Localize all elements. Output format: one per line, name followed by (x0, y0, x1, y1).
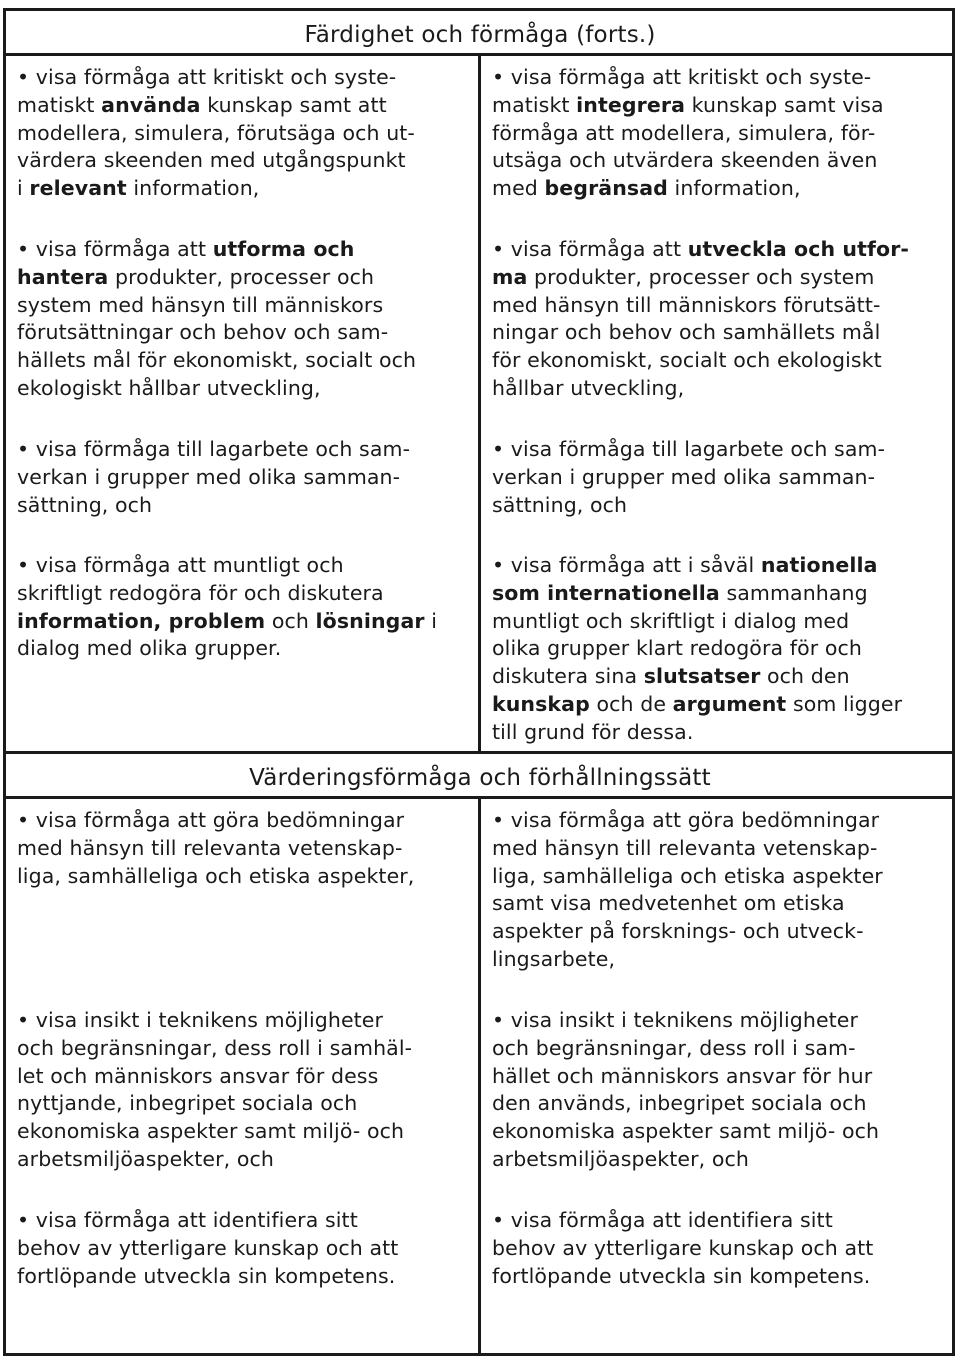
emphasis-text: utforma och hantera (17, 237, 355, 289)
list-item: • visa insikt i teknikens möjligheter och begränsningar, dess roll i samhäl- let och människors ansvar för dess nyttjande, inbegripet sociala och ekonomiska aspekter samt miljö- och arbetsmiljöaspekter, och (17, 1008, 413, 1171)
emphasis-text: nationella som internationella (492, 553, 878, 605)
list-item: • visa förmåga att muntligt och skriftligt redogöra för och diskutera information, problem och lösningar i dialog med olika grupper. (17, 553, 438, 661)
list-item: • visa förmåga att i såväl nationella som internationella sammanhang muntligt och skriftligt i dialog med olika grupper klart redogöra för och diskutera sina slutsatser och den kunskap och de argument som ligger till grund för dessa. (492, 553, 903, 744)
section-heading-vardering: Värderingsförmåga och förhållningssätt (249, 765, 711, 791)
emphasis-text: begränsad (544, 176, 668, 201)
emphasis-text: använda (101, 92, 201, 117)
emphasis-text: kunskap (492, 691, 590, 716)
list-item: • visa insikt i teknikens möjligheter och begränsningar, dess roll i sam- hället och människors ansvar för hur den används, inbegripet sociala och ekonomiska aspekter samt miljö- och arbetsmiljöaspekter, och (492, 1008, 880, 1171)
emphasis-text: information, problem (17, 608, 266, 633)
list-item: • visa förmåga att identifiera sitt behov av ytterligare kunskap och att fortlöpande utveckla sin kompetens. (17, 1208, 399, 1288)
list-item: • visa förmåga till lagarbete och sam- verkan i grupper med olika samman- sättning, och (17, 437, 411, 517)
emphasis-text: lösningar (315, 608, 425, 633)
list-item: • visa förmåga att göra bedömningar med hänsyn till relevanta vetenskap- liga, samhälleliga och etiska aspekter, (17, 808, 415, 888)
list-item: • visa förmåga att utveckla och utfor- ma produkter, processer och system med hänsyn till människors förutsätt- ningar och behov och samhällets mål för ekonomiskt, socialt och ekologiskt hållbar utveckling, (492, 237, 910, 400)
list-item: • visa förmåga att kritiskt och syste- matiskt använda kunskap samt att modellera, simulera, förutsäga och ut- värdera skeenden med utgångspunkt i relevant information, (17, 65, 415, 201)
right-column-vardering (492, 807, 947, 1347)
left-column-fardighet (17, 64, 472, 744)
emphasis-text: relevant (29, 176, 127, 201)
list-item: • visa förmåga att kritiskt och syste- matiskt integrera kunskap samt visa förmåga att modellera, simulera, för- utsäga och utvärdera skeenden även med begränsad information, (492, 65, 884, 201)
emphasis-text: utveckla och utfor- ma (492, 237, 910, 289)
list-item: • visa förmåga till lagarbete och sam- verkan i grupper med olika samman- sättning, och (492, 437, 886, 517)
right-column-fardighet (492, 64, 947, 744)
list-item: • visa förmåga att göra bedömningar med hänsyn till relevanta vetenskap- liga, samhälleliga och etiska aspekter samt visa medvetenhet om etiska aspekter på forsknings- och utveck- lingsarbete, (492, 808, 883, 971)
left-column-vardering (17, 807, 472, 1347)
column-divider (478, 796, 481, 1356)
emphasis-text: integrera (576, 92, 686, 117)
list-item: • visa förmåga att utforma och hantera produkter, processer och system med hänsyn till människors förutsättningar och behov och sam- hällets mål för ekonomiskt, socialt och ekologiskt hållbar utveckling, (17, 237, 417, 400)
section-heading-fardighet: Färdighet och förmåga (forts.) (304, 22, 656, 48)
column-divider (478, 53, 481, 754)
list-item: • visa förmåga att identifiera sitt behov av ytterligare kunskap och att fortlöpande utveckla sin kompetens. (492, 1208, 874, 1288)
emphasis-text: argument (672, 691, 787, 716)
emphasis-text: slutsatser (643, 664, 761, 689)
